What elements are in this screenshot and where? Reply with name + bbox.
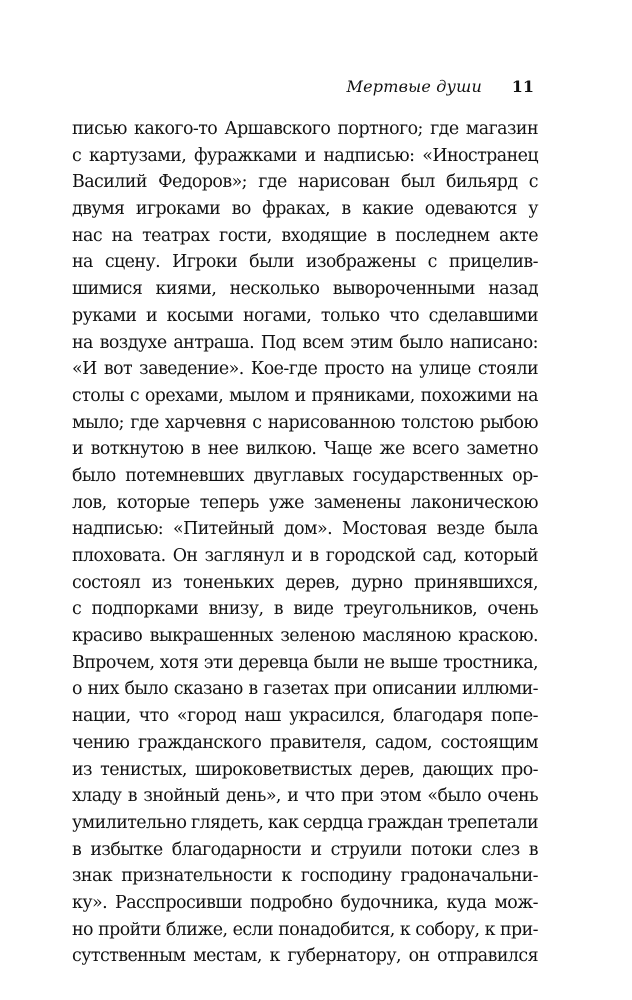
text-line: чению гражданского правителя, садом, состоящим	[72, 732, 538, 753]
text-line: с подпорками внизу, в виде треугольников, очень	[72, 599, 538, 620]
running-title: Мертвые души	[346, 77, 482, 96]
text-line: знак признательности к господину градоначальни-	[72, 866, 538, 887]
page-number: 11	[511, 77, 534, 96]
text-line: и воткнутою в нее вилкою. Чаще же всего заметно	[72, 439, 538, 460]
text-line: лов, которые теперь уже заменены лаконическою	[72, 492, 538, 513]
text-line: руками и косыми ногами, только что сделавшими	[72, 305, 538, 326]
text-line: надписью: «Питейный дом». Мостовая везде была	[72, 519, 538, 540]
text-line: хладу в знойный день», и что при этом «было очень	[72, 786, 538, 807]
text-line: нации, что «город наш украсился, благодаря попе-	[72, 706, 538, 727]
body-text	[72, 116, 538, 970]
text-line: Василий Федоров»; где нарисован был бильярд с	[72, 172, 538, 193]
text-line: в избытке благодарности и струили потоки слез в	[72, 839, 538, 860]
text-line: на сцену. Игроки были изображены с прицелив-	[72, 252, 538, 273]
text-line: двумя игроками во фраках, в какие одеваются у	[72, 199, 538, 220]
text-line: ку». Расспросивши подробно будочника, куда мож-	[72, 892, 538, 913]
text-line: но пройти ближе, если понадобится, к собору, к при-	[72, 919, 538, 940]
text-line: на воздухе антраша. Под всем этим было написано:	[72, 332, 538, 353]
text-line: о них было сказано в газетах при описании иллюми-	[72, 679, 538, 700]
text-line: было потемневших двуглавых государственных ор-	[72, 465, 538, 486]
text-line: «И вот заведение». Кое-где просто на улице стояли	[72, 359, 538, 380]
text-line: шимися киями, несколько вывороченными назад	[72, 279, 538, 300]
text-line: умилительно глядеть, как сердца граждан трепетали	[72, 812, 538, 833]
text-line: сутственным местам, к губернатору, он отправился	[72, 946, 538, 967]
text-line: плоховата. Он заглянул и в городской сад, который	[72, 546, 538, 566]
text-line: с картузами, фуражками и надписью: «Иностранец	[72, 145, 538, 166]
text-line: писью какого-то Аршавского портного; где магазин	[72, 119, 538, 139]
text-line: столы с орехами, мылом и пряниками, похожими на	[72, 385, 538, 406]
text-line: из тенистых, широковетвистых дерев, дающих про-	[72, 759, 538, 780]
text-line: мыло; где харчевня с нарисованною толстою рыбою	[72, 412, 538, 433]
text-line: состоял из тоненьких дерев, дурно принявшихся,	[72, 572, 538, 593]
text-line: нас на театрах гости, входящие в последнем акте	[72, 225, 538, 246]
text-line: красиво выкрашенных зеленою масляною краскою.	[72, 626, 538, 647]
text-line: Впрочем, хотя эти деревца были не выше тростника,	[72, 652, 538, 673]
running-header	[80, 77, 540, 103]
